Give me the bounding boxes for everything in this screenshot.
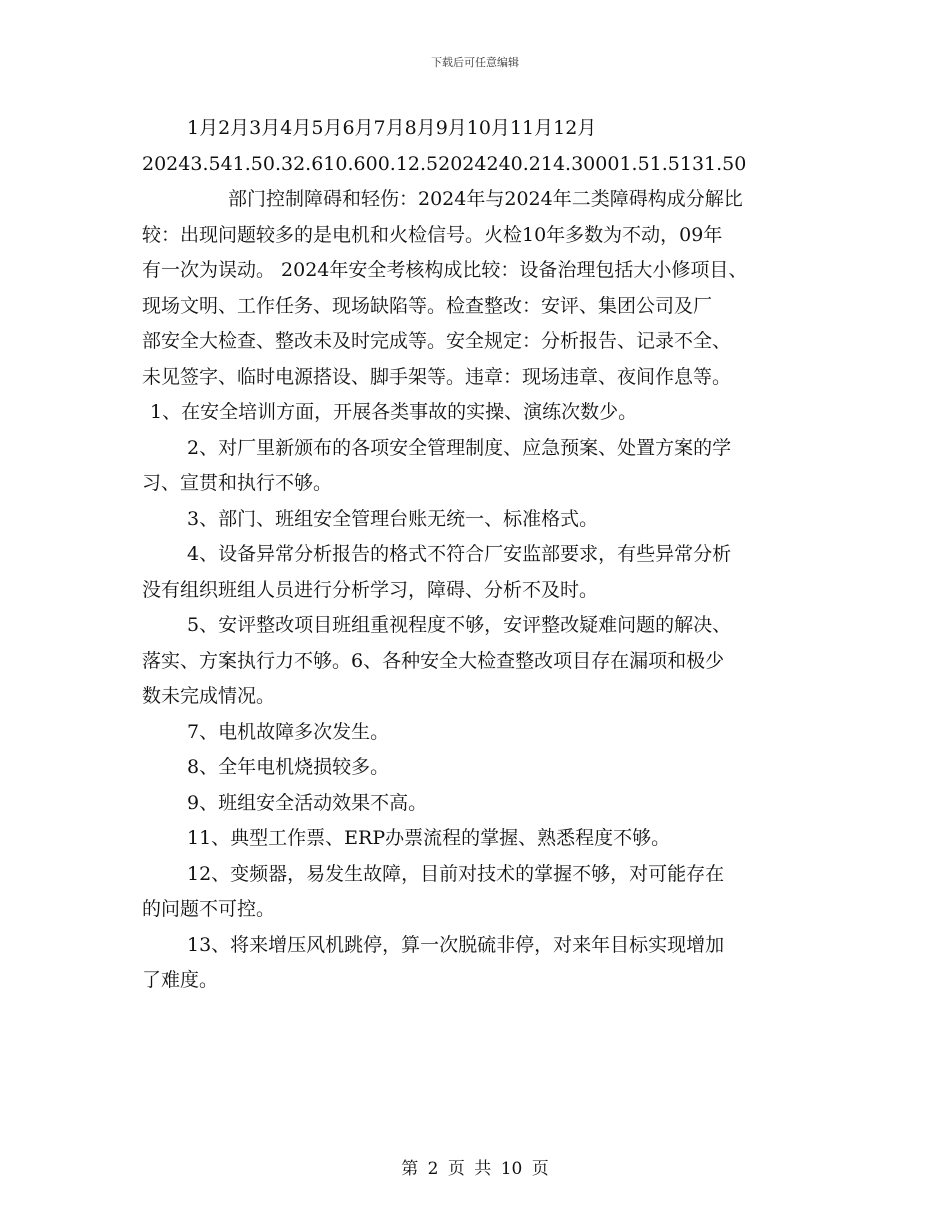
text-line: 12、变频器，易发生故障，目前对技术的掌握不够，对可能存在 (187, 862, 725, 885)
text-line: 1月2月3月4月5月6月7月8月9月10月11月12月 (187, 117, 597, 139)
text-line: 落实、方案执行力不够。6、各种安全大检查整改项目存在漏项和极少 (142, 649, 725, 672)
text-line: 习、宣贯和执行不够。 (142, 472, 333, 494)
text-line: 4、设备异常分析报告的格式不符合厂安监部要求，有些异常分析 (187, 543, 732, 565)
text-line: 13、将来增压风机跳停，算一次脱硫非停，对来年目标实现增加 (187, 933, 725, 956)
text-line: 数未完成情况。 (142, 685, 276, 707)
text-line: 7、电机故障多次发生。 (187, 720, 390, 743)
text-line: 的问题不可控。 (142, 898, 276, 920)
document-body (142, 111, 832, 999)
text-line: 3、部门、班组安全管理台账无统一、标准格式。 (187, 507, 599, 530)
text-line: 部安全大检查、整改未及时完成等。安全规定：分析报告、记录不全、 (142, 330, 732, 352)
text-line: 20243.541.50.32.610.600.12.52024240.214.30001.51.5131.50 (142, 152, 747, 175)
text-line: 11、典型工作票、ERP办票流程的掌握、熟悉程度不够。 (187, 827, 671, 849)
text-line: 8、全年电机烧损较多。 (187, 756, 390, 778)
text-line: 5、安评整改项目班组重视程度不够，安评整改疑难问题的解决、 (187, 614, 732, 636)
page-footer: 第 2 页 共 10 页 (401, 1159, 549, 1179)
text-line: 9、班组安全活动效果不高。 (187, 791, 428, 814)
text-line: 2、对厂里新颁布的各项安全管理制度、应急预案、处置方案的学 (187, 436, 732, 459)
text-line: 现场文明、工作任务、现场缺陷等。检查整改：安评、集团公司及厂 (142, 294, 713, 317)
text-line: 有一次为误动。 2024年安全考核构成比较：设备治理包括大小修项目、 (142, 259, 748, 281)
text-line: 1、在安全培训方面，开展各类事故的实操、演练次数少。 (150, 401, 638, 423)
text-line: 未见签字、临时电源搭设、脚手架等。违章：现场违章、夜间作息等。 (142, 365, 732, 388)
text-line: 没有组织班组人员进行分析学习，障碍、分析不及时。 (142, 578, 599, 601)
text-line: 较：出现问题较多的是电机和火检信号。火检10年多数为不动，09年 (142, 223, 723, 246)
text-line: 了难度。 (142, 969, 219, 991)
page-header: 下载后可任意编辑 (431, 56, 519, 69)
text-line: 部门控制障碍和轻伤：2024年与2024年二类障碍构成分解比 (228, 188, 743, 210)
